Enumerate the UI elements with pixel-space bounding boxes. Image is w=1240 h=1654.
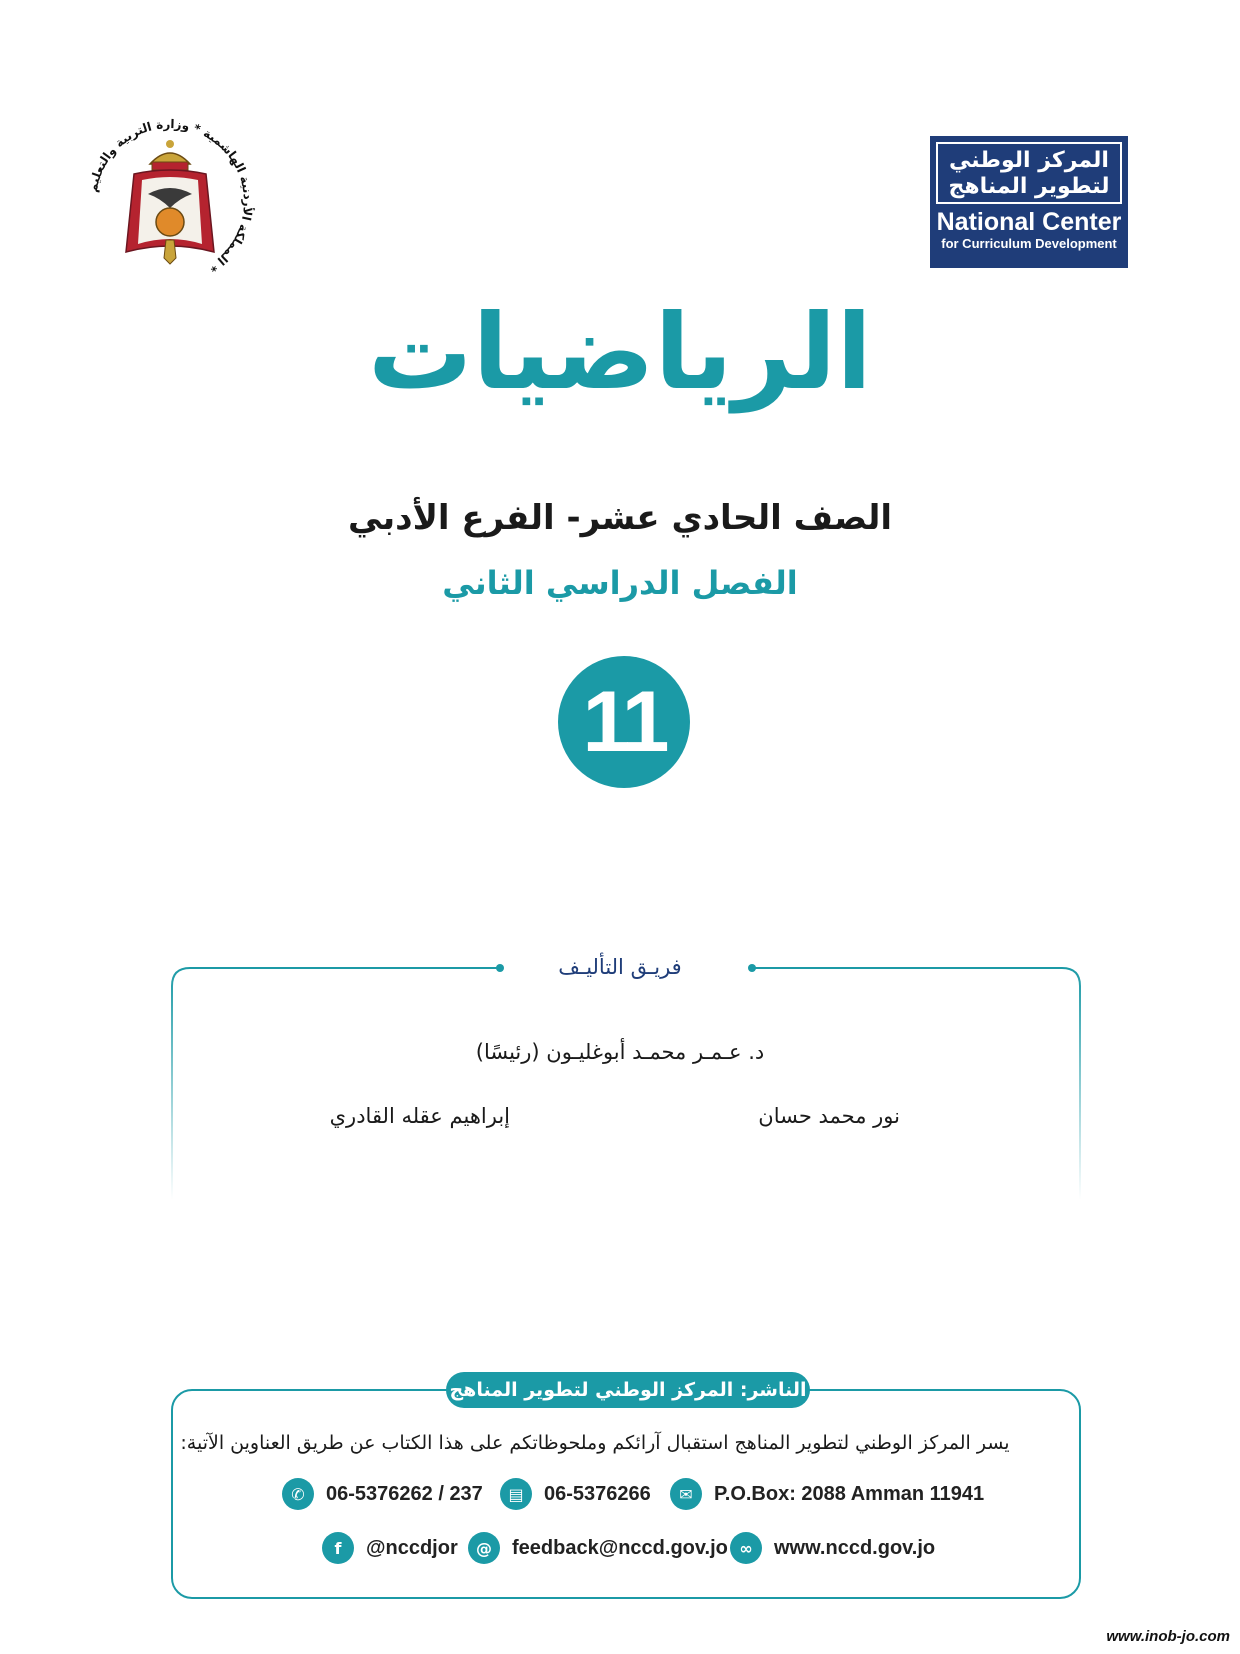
pobox-text: P.O.Box: 2088 Amman 11941 xyxy=(714,1482,985,1505)
email-text[interactable]: feedback@nccd.gov.jo xyxy=(512,1536,728,1559)
author-member: نور محمد حسان xyxy=(758,1104,900,1128)
phone-icon: ✆ xyxy=(282,1478,314,1510)
fax-icon: ▤ xyxy=(500,1478,532,1510)
phone-text: 06-5376262 / 237 xyxy=(326,1482,483,1505)
seal-ring-text: المملكة الأردنية الهاشمية * وزارة التربية والتعليم * xyxy=(85,116,256,275)
publisher-note: يسر المركز الوطني لتطوير المناهج استقبال آرائكم وملحوظاتكم على هذا الكتاب عن طريق العناوين الآتية: xyxy=(180,1432,1010,1454)
contact-pobox xyxy=(670,1478,984,1510)
book-title: الرياضيات xyxy=(367,291,872,413)
authors-heading: فريـق التأليـف xyxy=(558,955,682,979)
author-member: إبراهيم عقله القادري xyxy=(329,1104,510,1128)
contact-facebook[interactable] xyxy=(322,1532,458,1564)
at-icon: @ xyxy=(468,1532,500,1564)
nccd-logo-english-subtitle: for Curriculum Development xyxy=(941,236,1117,251)
contact-phone xyxy=(282,1478,483,1510)
nccd-logo-english-title: National Center xyxy=(936,208,1122,236)
fax-text: 06-5376266 xyxy=(544,1482,651,1505)
contact-fax xyxy=(500,1478,651,1510)
nccd-logo xyxy=(930,136,1128,268)
semester-line: الفصل الدراسي الثاني xyxy=(442,564,798,602)
grade-line: الصف الحادي عشر- الفرع الأدبي xyxy=(348,498,892,538)
contact-website[interactable] xyxy=(730,1532,935,1564)
crown-icon xyxy=(150,140,190,170)
author-lead: د. عـمـر محمـد أبوغليـون (رئيسًا) xyxy=(475,1040,765,1064)
nccd-logo-arabic: المركز الوطني لتطوير المناهج xyxy=(936,142,1122,204)
link-icon: ∞ xyxy=(730,1532,762,1564)
grade-number-badge: 11 xyxy=(558,656,690,788)
website-text[interactable]: www.nccd.gov.jo xyxy=(774,1536,936,1559)
ministry-seal xyxy=(80,112,260,292)
facebook-icon: f xyxy=(322,1532,354,1564)
publisher-label: الناشر: المركز الوطني لتطوير المناهج xyxy=(446,1372,810,1408)
authors-frame xyxy=(170,964,1082,1204)
mail-icon: ✉ xyxy=(670,1478,702,1510)
contact-email[interactable] xyxy=(468,1532,728,1564)
footer-url[interactable]: www.inob-jo.com xyxy=(1106,1628,1230,1645)
facebook-text[interactable]: @nccdjor xyxy=(366,1536,458,1559)
